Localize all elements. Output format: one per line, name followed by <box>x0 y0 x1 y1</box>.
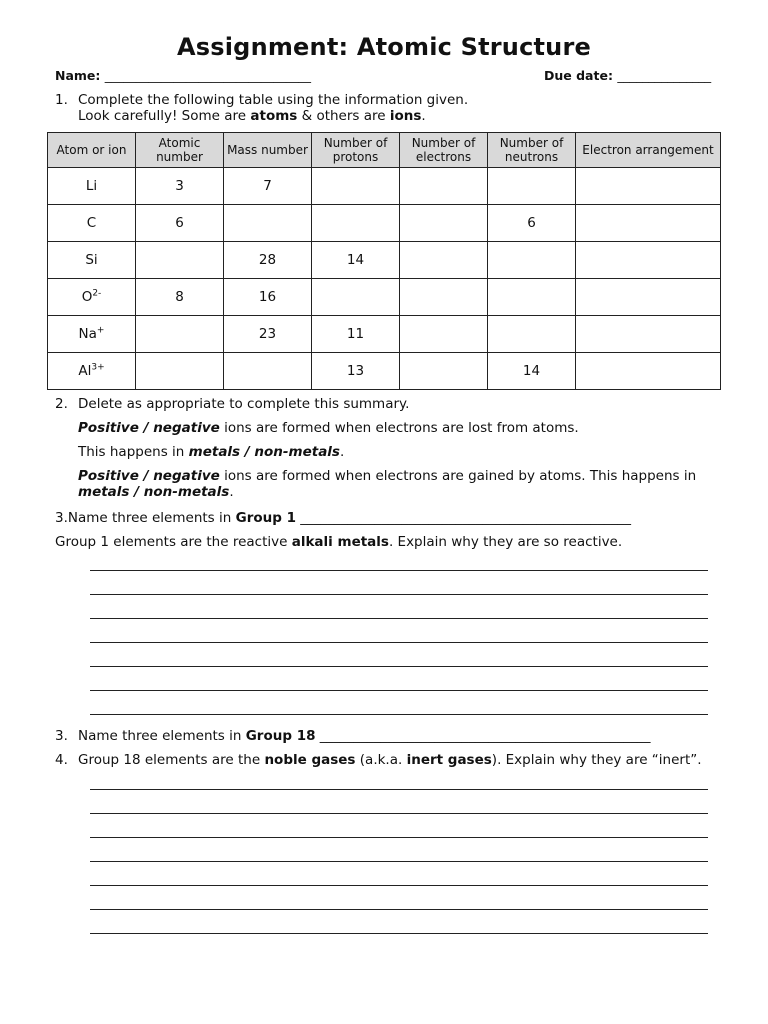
answer-line[interactable] <box>90 642 708 643</box>
question-1-line1: Complete the following table using the information given. <box>78 92 469 108</box>
question-1-line2: Look carefully! Some are atoms & others are ions. <box>78 108 426 124</box>
cell-atomic-number[interactable]: 6 <box>136 205 224 242</box>
cell-neutrons[interactable] <box>488 316 576 353</box>
question-number: 3. <box>55 728 68 744</box>
question-2 <box>55 396 715 500</box>
cell-arrangement[interactable] <box>576 205 721 242</box>
cell-protons[interactable] <box>312 279 400 316</box>
metals-nonmetals-choice[interactable]: metals / non-metals <box>78 484 230 500</box>
positive-negative-choice[interactable]: Positive / negative <box>78 420 220 436</box>
cell-mass-number[interactable] <box>224 353 312 390</box>
header-atom-or-ion: Atom or ion <box>48 133 136 168</box>
cell-electrons[interactable] <box>400 242 488 279</box>
inert-gases-keyword: inert gases <box>406 752 492 768</box>
metals-nonmetals-choice[interactable]: metals / non-metals <box>188 444 340 460</box>
group-18-keyword: Group 18 <box>245 728 316 744</box>
table-header-row <box>48 133 721 168</box>
table-row <box>48 205 721 242</box>
due-date-field[interactable] <box>544 68 711 83</box>
answer-line[interactable] <box>90 690 708 691</box>
table-row <box>48 242 721 279</box>
name-blank[interactable]: _________________________________ <box>104 68 312 83</box>
question-number: 1. <box>55 92 68 108</box>
cell-arrangement[interactable] <box>576 168 721 205</box>
table-row <box>48 316 721 353</box>
group-1-keyword: Group 1 <box>235 510 296 526</box>
cell-mass-number[interactable]: 7 <box>224 168 312 205</box>
ions-keyword: ions <box>389 108 422 124</box>
answer-line[interactable] <box>90 570 708 571</box>
cell-protons[interactable]: 11 <box>312 316 400 353</box>
cell-neutrons[interactable]: 6 <box>488 205 576 242</box>
cell-atom: Na+ <box>48 316 136 353</box>
name-label: Name: <box>55 68 101 83</box>
cell-electrons[interactable] <box>400 205 488 242</box>
atomic-structure-table <box>47 132 721 390</box>
summary-sentence-1: Positive / negative ions are formed when electrons are lost from atoms. <box>78 420 579 436</box>
question-4: 4. Group 18 elements are the noble gases (a.k.a. inert gases). Explain why they are “inert”. <box>55 752 702 768</box>
answer-line[interactable] <box>90 618 708 619</box>
header-electrons: Number of electrons <box>400 133 488 168</box>
name-field[interactable] <box>55 68 311 83</box>
positive-negative-choice[interactable]: Positive / negative <box>78 468 220 484</box>
question-2-intro: Delete as appropriate to complete this summary. <box>78 396 410 412</box>
header-mass-number: Mass number <box>224 133 312 168</box>
cell-atomic-number[interactable] <box>136 353 224 390</box>
header-electron-arrangement: Electron arrangement <box>576 133 721 168</box>
due-date-label: Due date: <box>544 68 613 83</box>
atoms-keyword: atoms <box>250 108 298 124</box>
page-title: Assignment: Atomic Structure <box>177 33 591 61</box>
answer-line[interactable] <box>90 594 708 595</box>
cell-mass-number[interactable]: 23 <box>224 316 312 353</box>
cell-mass-number[interactable]: 16 <box>224 279 312 316</box>
noble-gases-keyword: noble gases <box>264 752 356 768</box>
question-number: 2. <box>55 396 68 412</box>
answer-line[interactable] <box>90 909 708 910</box>
table-row <box>48 279 721 316</box>
summary-sentence-2: This happens in metals / non-metals. <box>78 444 345 460</box>
question-3-group-18: 3. Name three elements in Group 18 _________________________________________________ <box>55 728 651 744</box>
answer-line[interactable] <box>90 789 708 790</box>
cell-atom: Si <box>48 242 136 279</box>
answer-line[interactable] <box>90 714 708 715</box>
question-number: 4. <box>55 752 68 768</box>
answer-blank[interactable]: _________________________________________________ <box>315 728 651 744</box>
answer-line[interactable] <box>90 885 708 886</box>
header-atomic-number: Atomic number <box>136 133 224 168</box>
cell-electrons[interactable] <box>400 316 488 353</box>
cell-arrangement[interactable] <box>576 279 721 316</box>
cell-neutrons[interactable] <box>488 168 576 205</box>
header-neutrons: Number of neutrons <box>488 133 576 168</box>
cell-atomic-number[interactable]: 8 <box>136 279 224 316</box>
answer-lines-group-1[interactable] <box>90 570 708 715</box>
answer-line[interactable] <box>90 813 708 814</box>
table-row <box>48 353 721 390</box>
cell-neutrons[interactable]: 14 <box>488 353 576 390</box>
cell-neutrons[interactable] <box>488 279 576 316</box>
cell-protons[interactable]: 13 <box>312 353 400 390</box>
cell-protons[interactable]: 14 <box>312 242 400 279</box>
cell-arrangement[interactable] <box>576 353 721 390</box>
due-date-blank[interactable]: _______________ <box>617 68 712 83</box>
answer-lines-group-18[interactable] <box>90 789 708 934</box>
answer-line[interactable] <box>90 837 708 838</box>
cell-protons[interactable] <box>312 205 400 242</box>
table-row <box>48 168 721 205</box>
answer-line[interactable] <box>90 666 708 667</box>
header-protons: Number of protons <box>312 133 400 168</box>
cell-atom: $O^{2-}$ <box>48 279 136 316</box>
cell-electrons[interactable] <box>400 168 488 205</box>
cell-protons[interactable] <box>312 168 400 205</box>
cell-mass-number[interactable] <box>224 205 312 242</box>
answer-line[interactable] <box>90 861 708 862</box>
alkali-metals-keyword: alkali metals <box>291 534 389 550</box>
cell-electrons[interactable] <box>400 279 488 316</box>
cell-arrangement[interactable] <box>576 242 721 279</box>
cell-atom: $Al^{3+}$ <box>48 353 136 390</box>
cell-mass-number[interactable]: 28 <box>224 242 312 279</box>
cell-atomic-number[interactable] <box>136 316 224 353</box>
answer-line[interactable] <box>90 933 708 934</box>
cell-atomic-number[interactable] <box>136 242 224 279</box>
question-3-group-1: 3.Name three elements in Group 1 _________________________________________________ <box>55 510 632 526</box>
cell-electrons[interactable] <box>400 353 488 390</box>
summary-sentence-3: Positive / negative ions are formed when electrons are gained by atoms. This happens in metals / non-metals. <box>78 468 697 500</box>
answer-blank[interactable]: _________________________________________________ <box>296 510 632 526</box>
cell-neutrons[interactable] <box>488 242 576 279</box>
cell-arrangement[interactable] <box>576 316 721 353</box>
cell-atom: Li <box>48 168 136 205</box>
cell-atom: C <box>48 205 136 242</box>
question-3-alkali-prompt: Group 1 elements are the reactive alkali metals. Explain why they are so reactive. <box>55 534 623 550</box>
question-1 <box>55 92 468 124</box>
cell-atomic-number[interactable]: 3 <box>136 168 224 205</box>
